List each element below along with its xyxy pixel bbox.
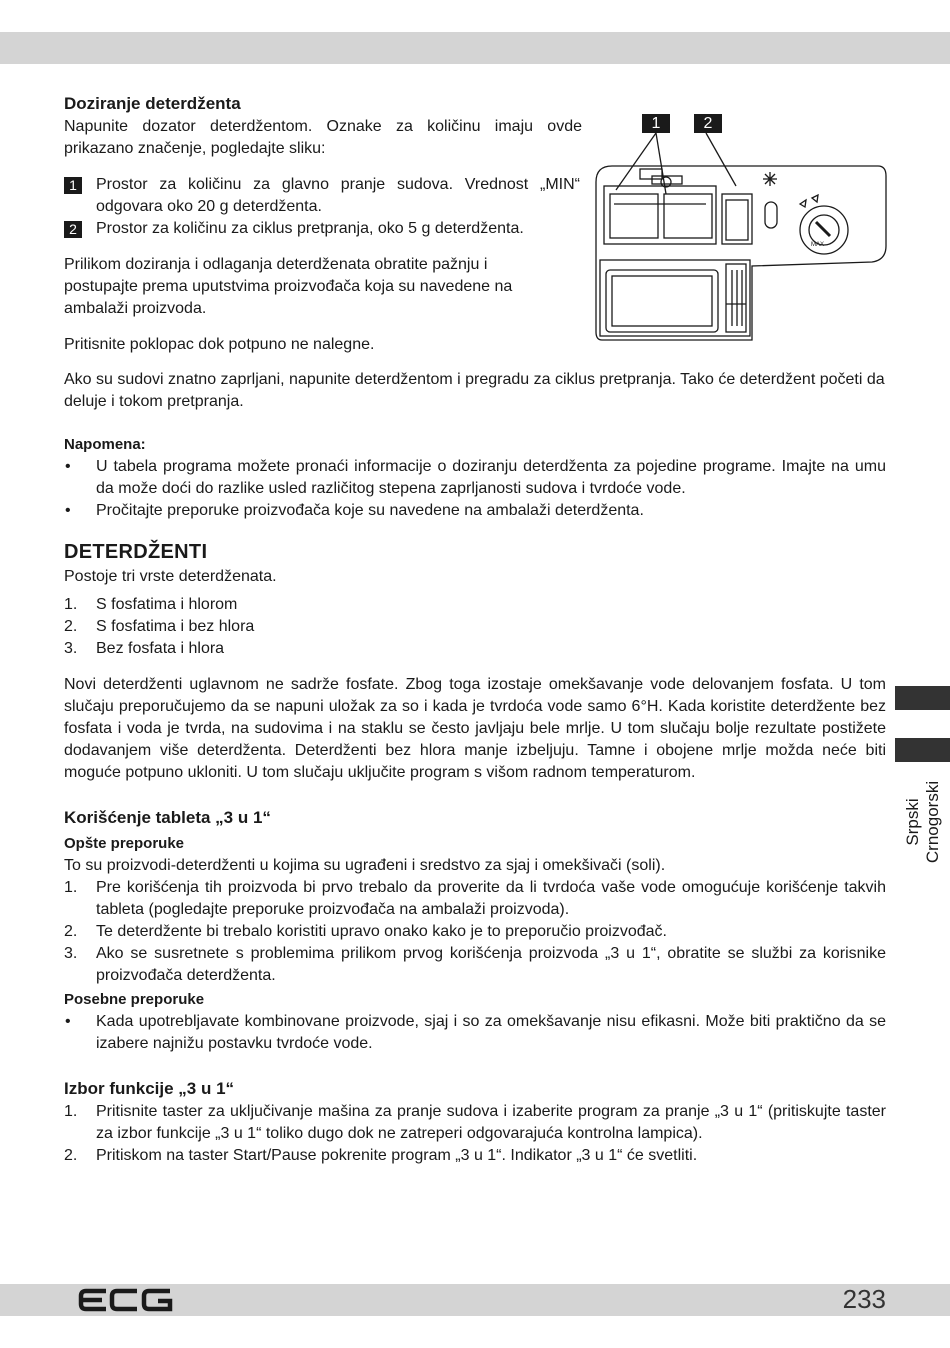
list-item: • Pročitajte preporuke proizvođača koje su navedene na ambalaži deterdženta.	[65, 502, 644, 519]
language-tab-marker	[895, 686, 950, 710]
compartment-number: 1	[64, 177, 82, 194]
page-content	[64, 92, 886, 1167]
compartment-number: 2	[64, 221, 82, 238]
special-recommendations-list	[64, 1011, 886, 1055]
ecg-logo	[78, 1288, 174, 1312]
page-number: 233	[842, 1284, 886, 1314]
figure-label-1: 1	[642, 114, 670, 133]
section-title-function: Izbor funkcije „3 u 1“	[64, 1079, 235, 1098]
compartment-list	[64, 174, 580, 240]
section-title-tablets: Korišćenje tableta „3 u 1“	[64, 808, 271, 827]
tablets-intro: To su proizvodi-deterdženti u kojima su ugrađeni i sredstvo za sjaj i omekšivači (soli).	[64, 857, 666, 874]
compartment-item	[64, 174, 580, 218]
note-list	[64, 456, 886, 522]
press-lid-paragraph: Pritisnite poklopac dok potpuno ne nalegne.	[64, 336, 375, 353]
section-title-detergents: DETERDŽENTI	[64, 541, 208, 563]
list-item: 2. Te deterdžente bi trebalo koristiti upravo onako kako je to preporučio proizvođač.	[64, 923, 667, 940]
header-bar	[0, 32, 950, 64]
general-recommendations-title: Opšte preporuke	[64, 835, 185, 852]
language-tab-marker	[895, 738, 950, 762]
detergents-intro: Postoje tri vrste deterdženata.	[64, 568, 277, 585]
dosing-paragraph: Prilikom doziranja i odlaganja deterdženata obratite pažnju i postupajte prema uputstvima proizvođača koja su navedene na ambalaži proizvoda.	[64, 256, 513, 317]
language-label-1: Srpski	[903, 798, 922, 846]
figure-label-2: 2	[694, 114, 722, 133]
language-side-label	[894, 776, 946, 868]
list-item: • U tabela programa možete pronaći informacije o doziranju deterdženta za pojedine programe. Imajte na umu da može doći do razlike usled različitog stepena zaprljanosti sudova i tvrdoće vode.	[65, 458, 886, 497]
list-item: 3. Bez fosfata i hlora	[64, 640, 225, 657]
list-item: • Kada upotrebljavate kombinovane proizvode, sjaj i so za omekšavanje nisu efikasni. Može biti praktično da se izabere najnižu postavku tvrdoće vode.	[65, 1013, 886, 1052]
compartment-text: Prostor za količinu za ciklus pretpranja, oko 5 g deterdženta.	[96, 220, 524, 237]
compartment-text: Prostor za količinu za glavno pranje sudova. Vrednost „MIN“ odgovara oko 20 g deterdženta.	[96, 176, 580, 215]
special-recommendations-title: Posebne preporuke	[64, 991, 205, 1008]
list-item: 1. Pritisnite taster za uključivanje mašina za pranje sudova i izaberite program za pranje „3 u 1“ (pritiskujte taster za izbor funkcije „3 u 1“ toliko dugo dok ne zatreperi odgovarajuća kontrolna lampica).	[64, 1103, 886, 1142]
list-item: 1. Pre korišćenja tih proizvoda bi prvo trebalo da proverite da li tvrdoća vaše vode omogućuje korišćenje takvih tableta (pogledajte preporuke proizvođača na ambalaži proizvoda).	[64, 879, 886, 918]
list-item: 2. Pritiskom na taster Start/Pause pokrenite program „3 u 1“. Indikator „3 u 1“ će svetliti.	[64, 1147, 698, 1164]
list-item: 3. Ako se susretnete s problemima prilikom prvog korišćenja proizvoda „3 u 1“, obratite se službi za korisnike proizvođača deterdženta.	[64, 945, 886, 984]
section-title-dosing: Doziranje deterdženta	[64, 94, 241, 113]
language-label-2: Crnogorski	[923, 780, 942, 864]
list-item: 1. S fosfatima i hlorom	[64, 596, 238, 613]
dial-text: MAX	[811, 242, 825, 248]
compartment-item	[64, 218, 580, 240]
detergents-paragraph: Novi deterdženti uglavnom ne sadrže fosfate. Zbog toga izostaje omekšavanje vode delovanjem fosfata. U tom slučaju preporučujemo da se napuni uložak za so i kada je tvrdoća vode samo 6°H. Kada koristite deterdžente bez fosfata i voda je tvrda, na sudovima i na staklu se često javljaju bele mrlje. U tom slučaju bolje rezultate postižete dodavanjem više deterdženta. Deterdženti bez hlora manje izbeljuju. Tamne i obojene mrlje možda neće biti moguće potpuno ukloniti. U tom slučaju uključite program s višom radnom temperaturom.	[64, 676, 886, 781]
detergent-types-list	[64, 594, 886, 660]
brand-logo-icon	[78, 1288, 174, 1312]
function-list	[64, 1101, 886, 1167]
tablets-list	[64, 877, 886, 987]
list-item: 2. S fosfatima i bez hlora	[64, 618, 255, 635]
dirty-dishes-paragraph: Ako su sudovi znatno zaprljani, napunite deterdžentom i pregradu za ciklus pretpranja. Tako će deterdžent početi da deluje i tokom pretpranja.	[64, 371, 885, 410]
dosing-intro: Napunite dozator deterdžentom. Oznake za količinu imaju ovde prikazano značenje, pogledajte sliku:	[64, 118, 582, 157]
note-title: Napomena:	[64, 436, 146, 453]
